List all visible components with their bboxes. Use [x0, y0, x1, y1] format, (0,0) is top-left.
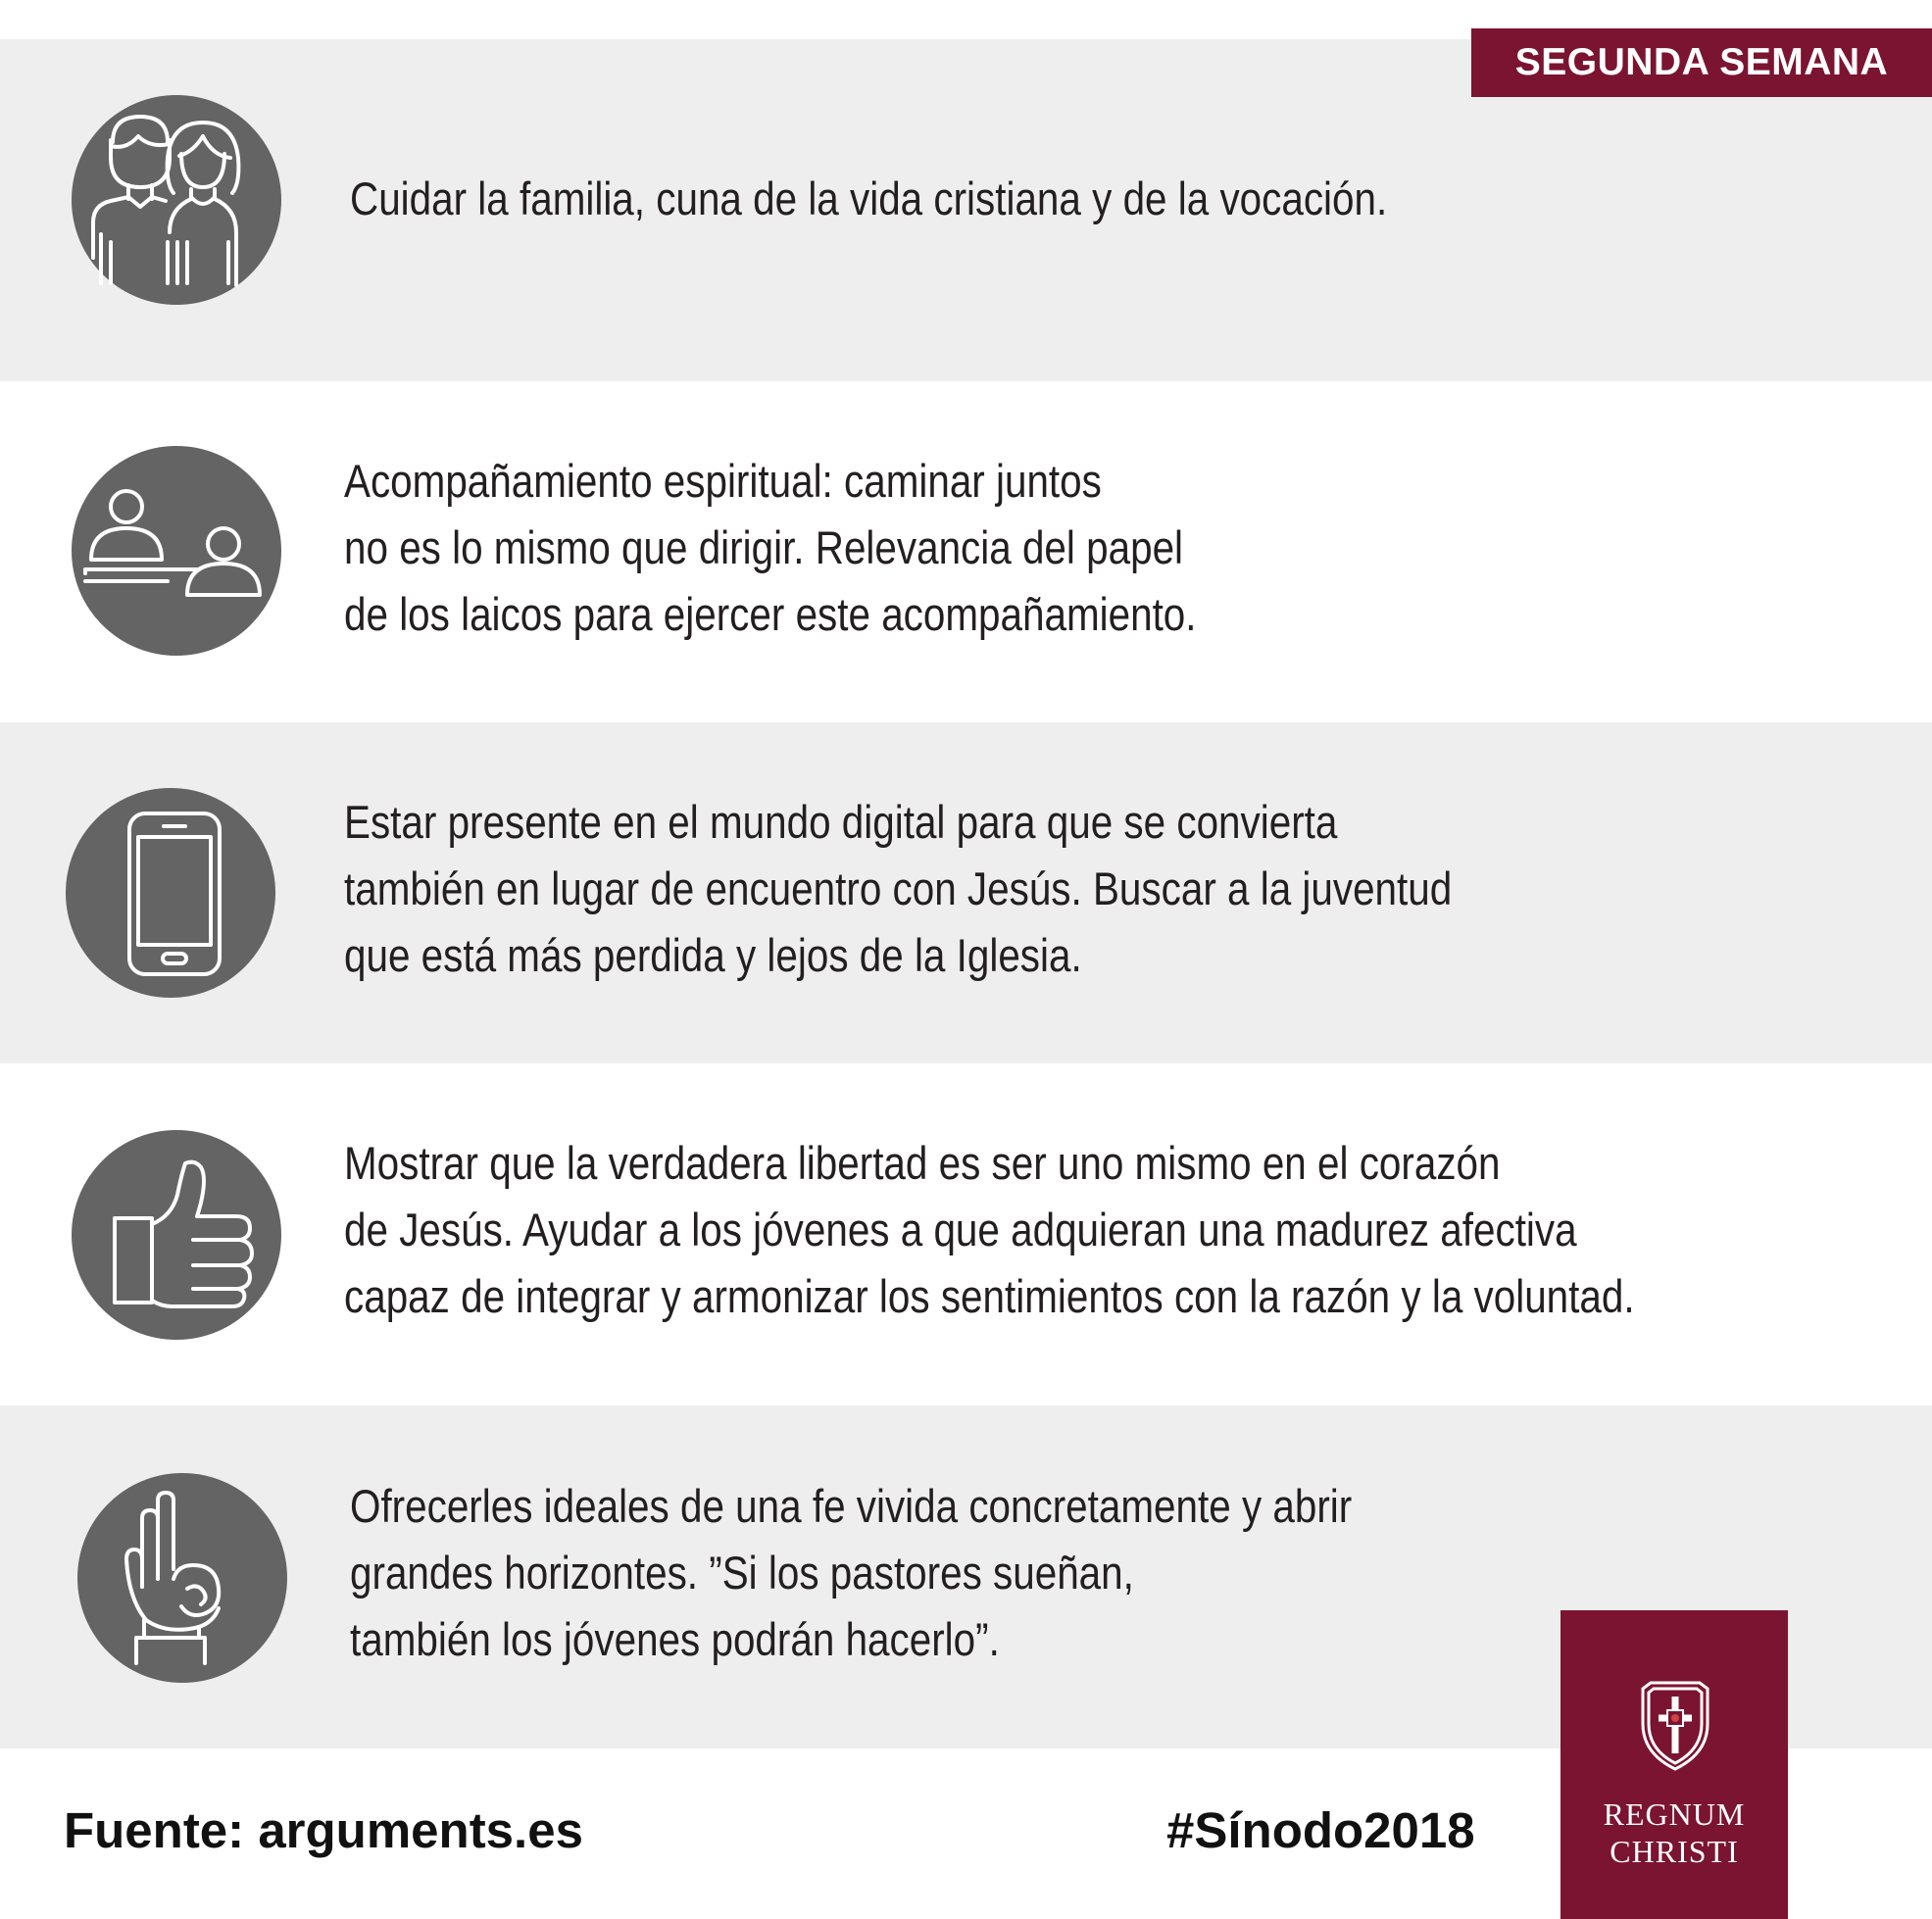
item-2-line-1: Acompañamiento espiritual: caminar juntos	[344, 455, 1102, 507]
item-4-line-1: Mostrar que la verdadera libertad es ser uno mismo en el corazón	[344, 1137, 1501, 1189]
item-5-line-2: grandes horizontes. ”Si los pastores sueñan,	[350, 1547, 1134, 1599]
item-3-line-3: que está más perdida y lejos de la Iglesia.	[344, 929, 1082, 981]
thumbs-up-icon	[72, 1130, 281, 1340]
item-5-line-1: Ofrecerles ideales de una fe vivida concretamente y abrir	[350, 1480, 1353, 1532]
accompaniment-icon	[72, 446, 281, 656]
logo-line-2: CHRISTI	[1610, 1834, 1739, 1869]
item-4-text	[344, 1130, 1635, 1330]
regnum-christi-logo	[1560, 1610, 1788, 1919]
shield-cross-icon	[1637, 1679, 1713, 1773]
item-5-line-3: también los jóvenes podrán hacerlo”.	[350, 1613, 1000, 1665]
item-1-line-1: Cuidar la familia, cuna de la vida cristiana y de la vocación.	[350, 172, 1388, 224]
item-4-line-2: de Jesús. Ayudar a los jóvenes a que adquieran una madurez afectiva	[344, 1204, 1577, 1255]
item-1-text	[350, 166, 1387, 232]
item-2-line-3: de los laicos para ejercer este acompañamiento.	[344, 588, 1197, 640]
item-5-text	[350, 1473, 1352, 1673]
item-4-line-3: capaz de integrar y armonizar los sentimientos con la razón y la voluntad.	[344, 1270, 1635, 1322]
item-3-line-1: Estar presente en el mundo digital para que se convierta	[344, 796, 1338, 848]
item-3-line-2: también en lugar de encuentro con Jesús. Buscar a la juventud	[344, 862, 1453, 914]
smartphone-icon	[66, 788, 275, 998]
hashtag-label: #Sínodo2018	[1166, 1802, 1475, 1858]
family-icon	[72, 95, 281, 305]
week-badge: SEGUNDA SEMANA	[1471, 28, 1932, 97]
item-2-text	[344, 448, 1197, 648]
logo-line-1: REGNUM	[1603, 1796, 1746, 1832]
item-2-line-2: no es lo mismo que dirigir. Relevancia del papel	[344, 521, 1184, 573]
source-label: Fuente: arguments.es	[64, 1802, 583, 1858]
item-3-text	[344, 789, 1452, 989]
ok-hand-icon	[77, 1473, 287, 1683]
